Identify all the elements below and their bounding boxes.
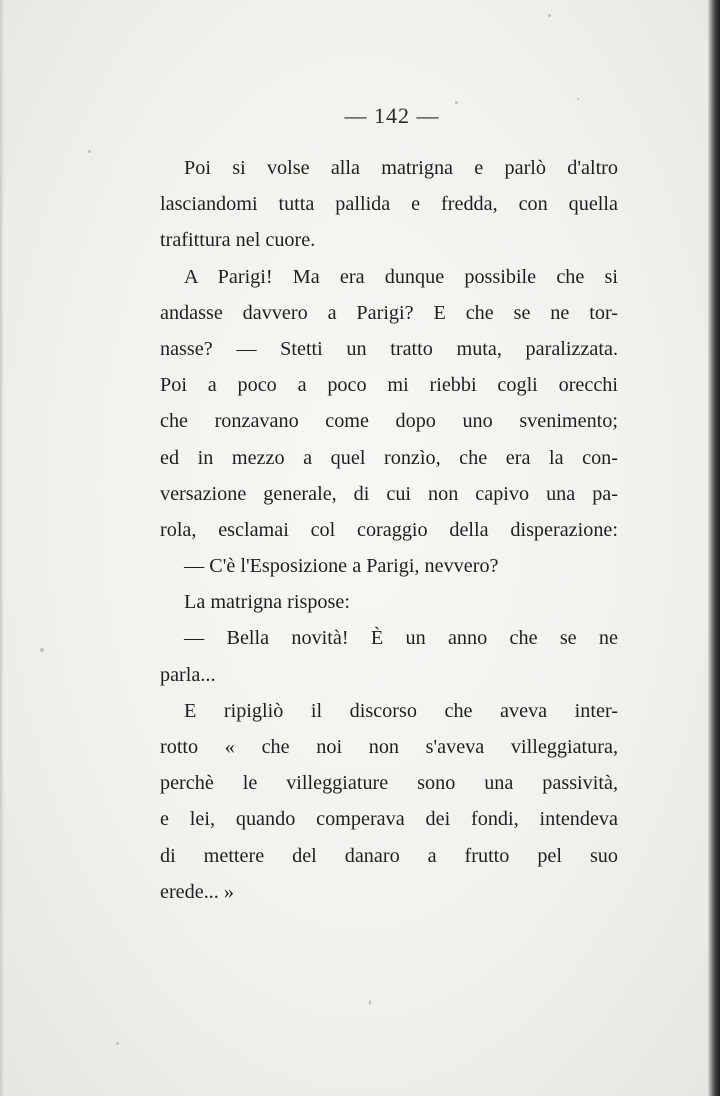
text-line: Poi a poco a poco mi riebbi cogli orecchi [160,374,618,397]
text-line: parla... [160,663,216,686]
paper-speck [116,1042,119,1045]
paper-speck [88,150,91,153]
body-text [160,150,618,910]
text-line: di mettere del danaro a frutto pel suo [160,844,618,867]
paper-speck [369,1000,371,1005]
text-line: — C'è l'Esposizione a Parigi, nevvero? [184,555,499,578]
page-number: — 142 — [344,103,440,128]
text-line: erede... » [160,880,234,903]
page-left-edge [0,0,4,1096]
text-line: e lei, quando comperava dei fondi, intendeva [160,808,618,831]
page-right-edge-shadow [708,0,720,1096]
text-line: Poi si volse alla matrigna e parlò d'altro [184,157,618,179]
text-line: trafittura nel cuore. [160,229,316,252]
paper-speck [40,648,44,652]
text-line: andasse davvero a Parigi? E che se ne tor- [160,301,618,324]
text-line: ed in mezzo a quel ronzìo, che era la con- [160,446,618,469]
text-line: La matrigna rispose: [184,591,350,614]
text-line: rotto « che noi non s'aveva villeggiatura, [160,736,618,758]
text-line: A Parigi! Ma era dunque possibile che si [184,265,618,288]
text-line: lasciandomi tutta pallida e fredda, con quella [160,193,618,216]
paper-speck [577,98,579,100]
text-line: perchè le villeggiature sono una passività, [160,772,618,795]
text-line: E ripigliò il discorso che aveva inter- [184,699,618,722]
text-line: rola, esclamai col coraggio della disperazione: [160,518,618,541]
text-line: che ronzavano come dopo uno svenimento; [160,410,618,433]
paper-speck [548,14,551,17]
text-line: versazione generale, di cui non capivo una pa- [160,482,618,505]
text-line: — Bella novità! È un anno che se ne [184,627,618,650]
text-line: nasse? — Stetti un tratto muta, paralizzata. [160,337,618,360]
